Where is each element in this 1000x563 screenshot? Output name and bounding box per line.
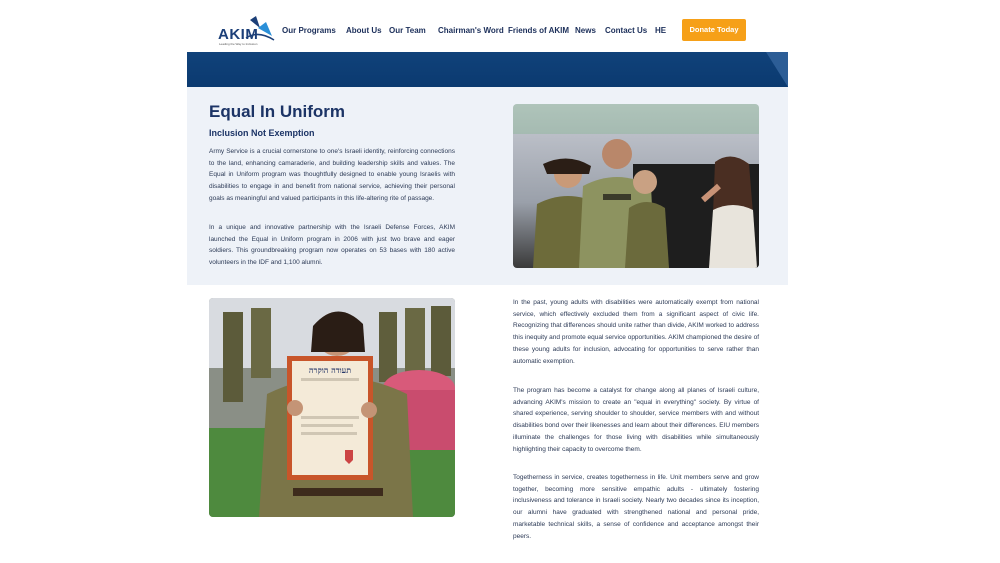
nav-our-team[interactable]: Our Team — [389, 26, 426, 35]
donate-button[interactable]: Donate Today — [682, 19, 746, 41]
nav-about-us[interactable]: About Us — [346, 26, 382, 35]
logo-wordmark: AKIM — [218, 26, 259, 43]
certificate-soldier-photo — [209, 298, 455, 517]
banner-corner-accent — [766, 52, 788, 87]
nav-our-programs[interactable]: Our Programs — [282, 26, 336, 35]
akim-logo[interactable] — [216, 14, 276, 48]
intro-paragraph-1: Army Service is a crucial cornerstone to one's Israeli identity, reinforcing connections to the land, enhancing camaraderie, and building leadership skills and values. The Equal in Uniform program was thoughtfully designed to enable young Israelis with disabilities to engage in and benefit from national service, achieving their personal goals as meaningful and valued participants in this life-altering rite of passage. — [209, 148, 455, 202]
nav-contact-us[interactable]: Contact Us — [605, 26, 648, 35]
nav-language-he[interactable]: HE — [655, 26, 667, 35]
logo-tagline: Leading the Way to Inclusion — [219, 42, 258, 46]
details-paragraph-1: In the past, young adults with disabilities were automatically exempt from national service, which effectively excluded them from a significant aspect of civic life. Recognizing that differences should unite rather than divide, AKIM worked to address this inequity and promote equal service opportunities. AKIM championed the desire of these young adults for inclusion, advocating for opportunities to serve rather than automatic exemption. — [513, 299, 759, 365]
nav-news[interactable]: News — [575, 26, 596, 35]
details-paragraph-2: The program has become a catalyst for change along all planes of Israeli culture, advancing AKIM's mission to create an "equal in everything" society. By virtue of shared experience, serving shoulder to shoulder, service members with and without disabilities bond over their likenesses and learn about their differences. EIU members illuminate the challenges for those living with disabilities while simultaneously highlighting their capacity to overcome them. — [513, 387, 759, 453]
page-title: Equal In Uniform — [209, 102, 345, 121]
group-soldiers-photo — [513, 104, 759, 268]
certificate-text: תעודה הוקרה — [308, 365, 352, 375]
page-subtitle: Inclusion Not Exemption — [209, 128, 315, 138]
details-paragraph-3: Togetherness in service, creates togetherness in life. Unit members serve and grow together, becoming more sensitive empathic adults - ultimately fostering inclusiveness and tolerance in Israeli society. Nearly two decades since its inception, our alumni have graduated with strengthened national and personal pride, marketable technical skills, a sense of confidence and acceptance amongst their peers. — [513, 474, 759, 540]
nav-friends-of-akim[interactable]: Friends of AKIM — [508, 26, 570, 35]
intro-paragraph-2: In a unique and innovative partnership with the Israeli Defense Forces, AKIM launched the Equal in Uniform program in 2006 with just two brave and eager soldiers. This groundbreaking program now operates on 53 bases with 180 active volunteers in the IDF and 1,100 alumni. — [209, 224, 455, 267]
hero-banner — [187, 52, 788, 87]
nav-chairmans-word[interactable]: Chairman's Word — [438, 26, 504, 35]
